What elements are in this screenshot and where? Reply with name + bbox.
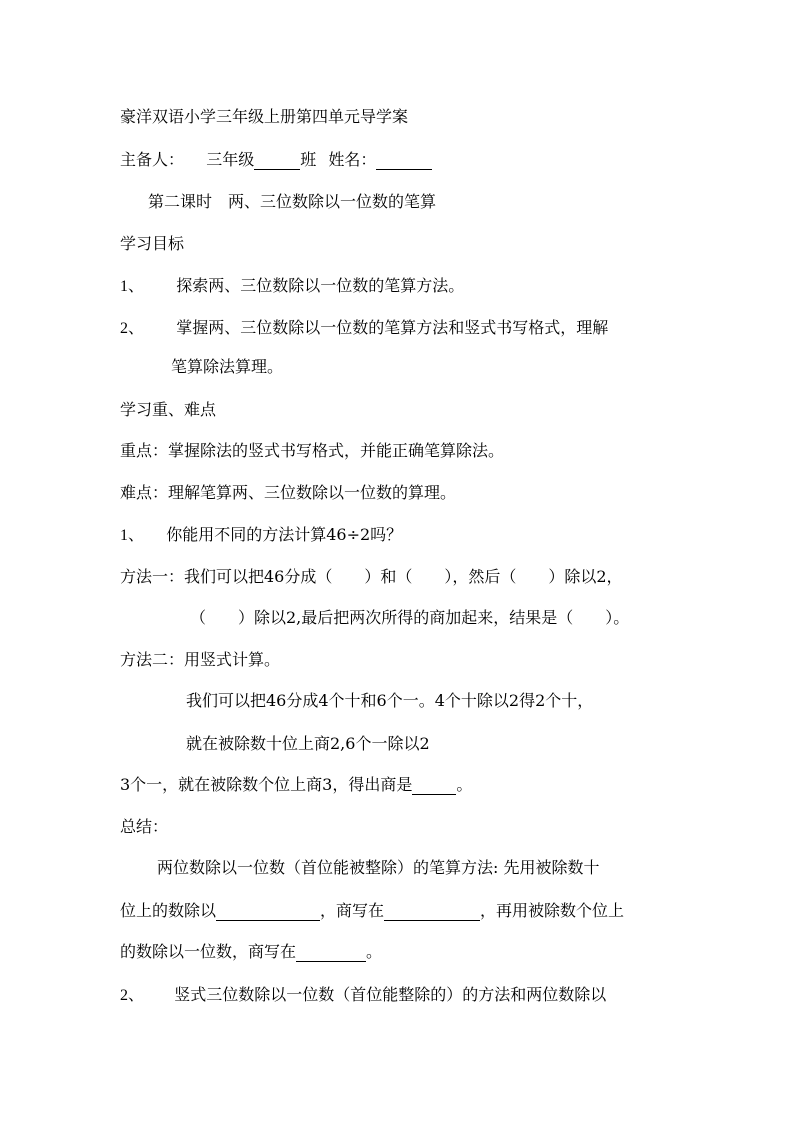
key-points-heading: 学习重、难点: [120, 400, 217, 419]
method-1-line-1: 方法一：我们可以把46分成（ ）和（ ），然后（ ）除以2，: [120, 567, 623, 586]
grade-label: 三年级: [206, 150, 255, 169]
question-text: 竖式三位数除以一位数（首位能整除的）的方法和两位数除以: [174, 985, 607, 1004]
method-1-line-2: （ ）除以2,最后把两次所得的商加起来，结果是（ ）。: [190, 608, 630, 627]
method-2-line-3-text: 3个一，就在被除数个位上商3，得出商是: [120, 775, 413, 794]
name-blank: [376, 153, 432, 170]
method-2-heading: 方法二：用竖式计算。: [120, 650, 281, 669]
summary-blank-2: [384, 904, 480, 921]
objective-item: [120, 276, 464, 297]
objectives-heading: 学习目标: [120, 234, 185, 253]
document-title: 豪洋双语小学三年级上册第四单元导学案: [120, 107, 409, 126]
name-label: 姓名：: [328, 150, 377, 169]
preparer-label: 主备人：: [120, 150, 185, 169]
objective-item: [120, 318, 608, 339]
question-1: [120, 525, 402, 546]
summary-line-2: [120, 901, 624, 921]
summary-line-2-c: ，再用被除数个位上: [480, 901, 625, 920]
summary-line-3: [120, 942, 382, 962]
method-2-line-3: [120, 775, 472, 795]
objective-number: 2、: [120, 320, 145, 337]
summary-line-3-a: 的数除以一位数，商写在: [120, 942, 297, 961]
question-number: 1、: [120, 527, 145, 544]
class-label: 班: [300, 150, 317, 169]
method-2-line-3-end: 。: [456, 775, 473, 794]
summary-line-3-b: 。: [366, 942, 383, 961]
summary-line-1: 两位数除以一位数（首位能被整除）的笔算方法: 先用被除数十: [157, 858, 600, 877]
summary-line-2-a: 位上的数除以: [120, 901, 217, 920]
lesson-title: 第二课时 两、三位数除以一位数的笔算: [148, 192, 437, 211]
difficulty-point: 难点：理解笔算两、三位数除以一位数的算理。: [120, 483, 457, 502]
focus-point: 重点：掌握除法的竖式书写格式，并能正确笔算除法。: [120, 441, 505, 460]
summary-line-2-b: ，商写在: [320, 901, 385, 920]
summary-heading: 总结：: [120, 817, 169, 836]
question-number: 2、: [120, 987, 145, 1004]
preparer-line: [120, 150, 432, 170]
summary-blank-1: [216, 904, 320, 921]
question-2: [120, 985, 606, 1006]
objective-text-continued: 笔算除法算理。: [171, 357, 284, 376]
quotient-blank: [412, 778, 456, 795]
objective-text: 探索两、三位数除以一位数的笔算方法。: [176, 276, 465, 295]
summary-blank-3: [296, 945, 366, 962]
class-blank: [254, 153, 300, 170]
objective-text: 掌握两、三位数除以一位数的笔算方法和竖式书写格式，理解: [176, 318, 609, 337]
method-2-line-2: 就在被除数十位上商2,6个一除以2: [186, 734, 430, 753]
objective-number: 1、: [120, 278, 145, 295]
question-text: 你能用不同的方法计算46÷2吗？: [166, 525, 403, 544]
method-2-line-1: 我们可以把46分成4个十和6个一。4个十除以2得2个十，: [186, 691, 594, 710]
